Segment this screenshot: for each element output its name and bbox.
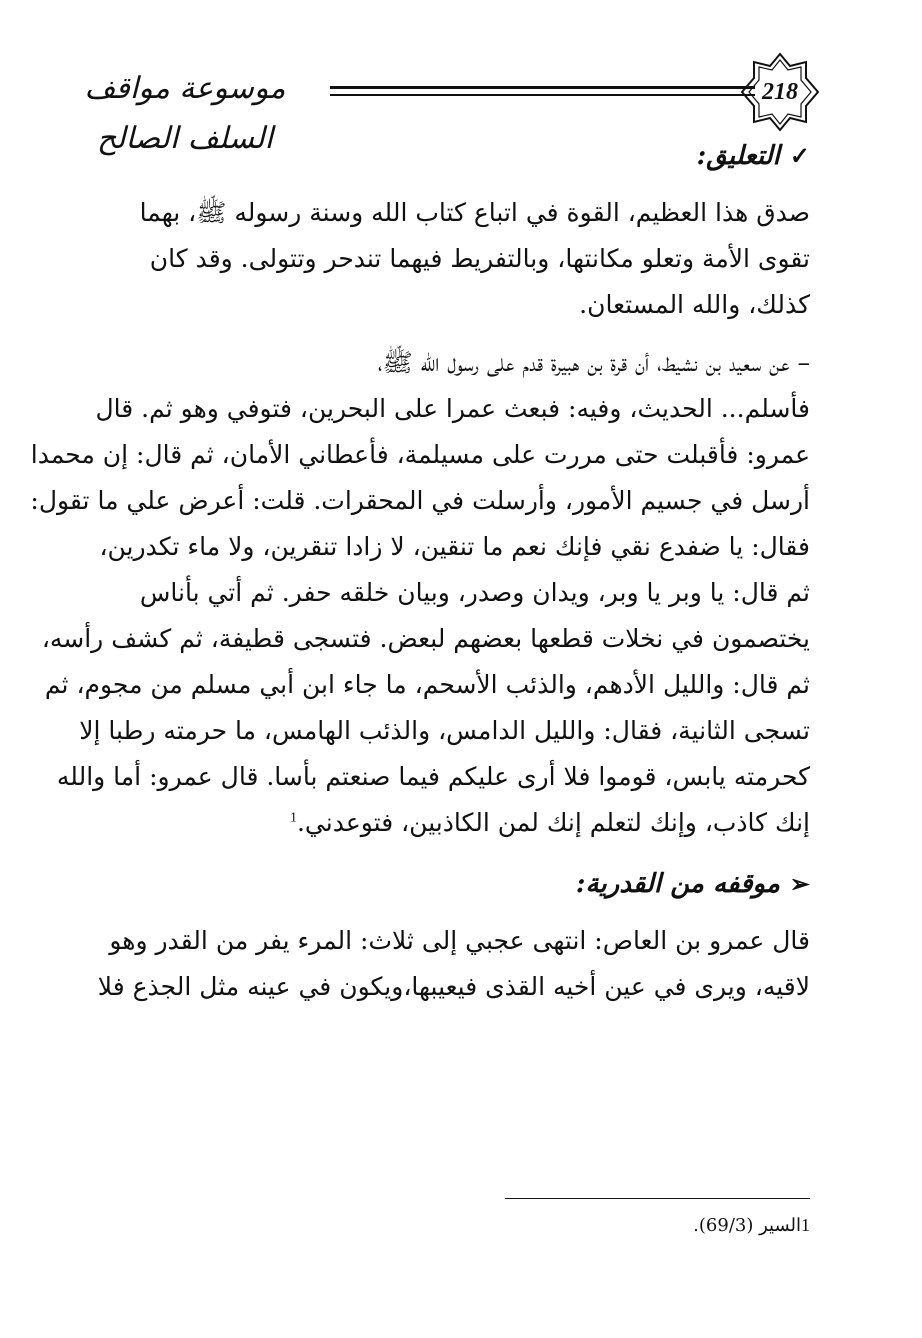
text-line: – عن سعيد بن نشيط، أن قرة بن هبيرة قدم على رسول الله ﷺ، xyxy=(377,348,810,377)
text-line: ثم قال: والليل الأدهم، والذئب الأسحم، ما جاء ابن أبي مسلم من مجوم، ثم xyxy=(44,670,810,699)
text-line: فأسلم... الحديث، وفيه: فبعث عمرا على البحرين، فتوفي وهو ثم. قال xyxy=(95,394,810,423)
text-line xyxy=(68,800,810,846)
page-number: 218 xyxy=(762,79,798,105)
text-line: قال عمرو بن العاص: انتهى عجبي إلى ثلاث: المرء يفر من القدر وهو xyxy=(109,926,810,955)
narration-paragraph xyxy=(30,340,810,846)
page-content xyxy=(30,130,810,1022)
text-line: كذلك، والله المستعان. xyxy=(579,290,810,319)
text-line: أرسل في جسيم الأمور، وأرسلت في المحقرات. قلت: أعرض علي ما تقول: xyxy=(30,486,810,515)
header-rule xyxy=(330,86,755,89)
section-heading-commentary xyxy=(68,130,810,182)
section-heading-qadariyya xyxy=(68,858,810,910)
arrow-head-icon: ➢ xyxy=(789,869,810,898)
section-heading-text: موقفه من القدرية: xyxy=(575,869,780,899)
footnote-reference[interactable]: 1 xyxy=(289,810,297,826)
last-line-text: إنك كاذب، وإنك لتعلم إنك لمن الكاذبين، فتوعدني. xyxy=(296,808,810,837)
footnote-text: السير (69/3). xyxy=(693,1215,801,1236)
commentary-paragraph xyxy=(68,190,810,328)
text-line: فقال: يا ضفدع نقي فإنك نعم ما تنقين، لا زادا تنقرين، ولا ماء تكدرين، xyxy=(99,532,810,561)
page-number-badge xyxy=(740,52,820,132)
qadariyya-paragraph xyxy=(68,918,810,1010)
footnote-number: 1 xyxy=(801,1215,810,1235)
footnote xyxy=(500,1212,810,1239)
book-title: موسوعة مواقف السلف الصالح xyxy=(84,71,286,156)
text-line: يختصمون في نخلات قطعها بعضهم لبعض. فتسجى قطيفة، ثم كشف رأسه، xyxy=(41,624,810,653)
text-line: تقوى الأمة وتعلو مكانتها، وبالتفريط فيهما تندحر وتتولى. وقد كان xyxy=(149,244,810,273)
text-line: كحرمته يابس، قوموا فلا أرى عليكم فيما صنعتم بأسا. قال عمرو: أما والله xyxy=(56,762,810,791)
text-line: لاقيه، ويرى في عين أخيه القذى فيعيبها،ويكون في عينه مثل الجذع فلا xyxy=(97,972,810,1001)
text-line: عمرو: فأقبلت حتى مررت على مسيلمة، فأعطاني الأمان، ثم قال: إن محمدا xyxy=(30,440,810,469)
check-mark-icon: ✓ xyxy=(789,141,810,170)
text-line: تسجى الثانية، فقال: والليل الدامس، والذئب الهامس، ما حرمته رطبا إلا xyxy=(79,716,810,745)
text-line: صدق هذا العظيم، القوة في اتباع كتاب الله وسنة رسوله ﷺ، بهما xyxy=(139,198,810,227)
section-heading-text: التعليق: xyxy=(696,141,780,171)
header-rule xyxy=(330,94,755,96)
text-line: ثم قال: يا وبر يا وبر، ويدان وصدر، وبيان خلقه حفر. ثم أتي بأناس xyxy=(139,578,810,607)
footnote-divider xyxy=(505,1198,810,1199)
